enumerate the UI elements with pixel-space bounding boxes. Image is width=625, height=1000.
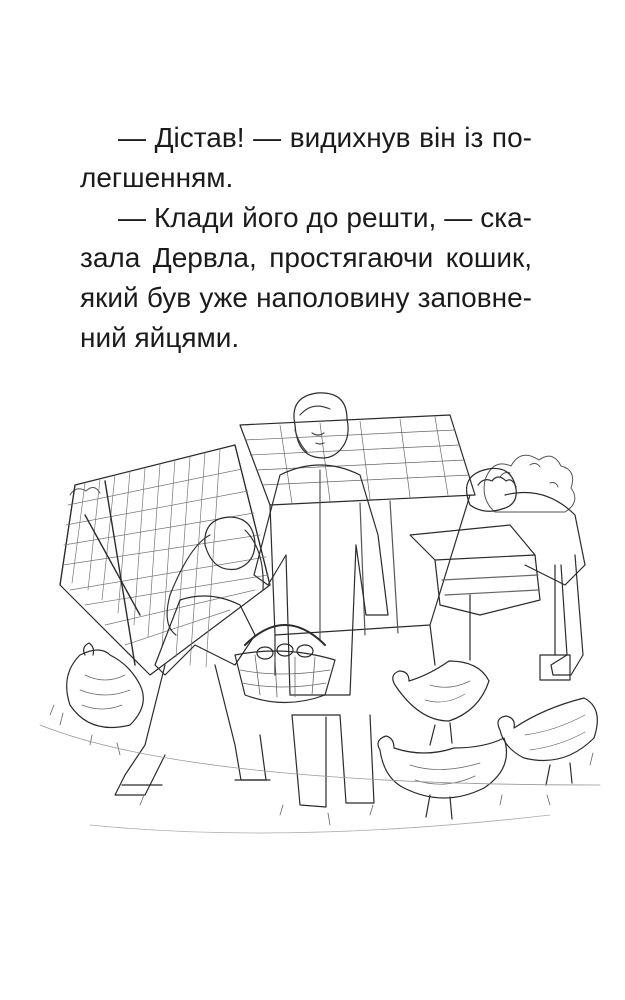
text-line: — Клади його до решти, — ска- <box>118 202 532 233</box>
text-line: ний яйцями. <box>80 322 240 353</box>
man-figure <box>467 468 585 680</box>
coop-house <box>240 415 475 675</box>
body-text <box>80 118 532 358</box>
girl-figure <box>115 517 270 795</box>
text-line: зала Дервла, простягаючи кошик, <box>80 242 532 273</box>
chicken-right <box>498 698 597 785</box>
ground-grass <box>40 705 600 833</box>
nesting-box <box>410 525 540 615</box>
chicken-left <box>67 643 144 728</box>
text-line: легшенням. <box>80 162 234 193</box>
text-line: — Дістав! — видихнув він із по- <box>118 122 532 153</box>
text-line: який був уже наполовину заповне- <box>80 282 532 313</box>
farm-illustration <box>30 385 610 840</box>
paragraph-2 <box>80 198 532 358</box>
chicken-center <box>393 661 489 745</box>
chicken-bottom <box>378 736 507 819</box>
paragraph-1 <box>80 118 532 198</box>
background-bushes <box>70 455 575 512</box>
